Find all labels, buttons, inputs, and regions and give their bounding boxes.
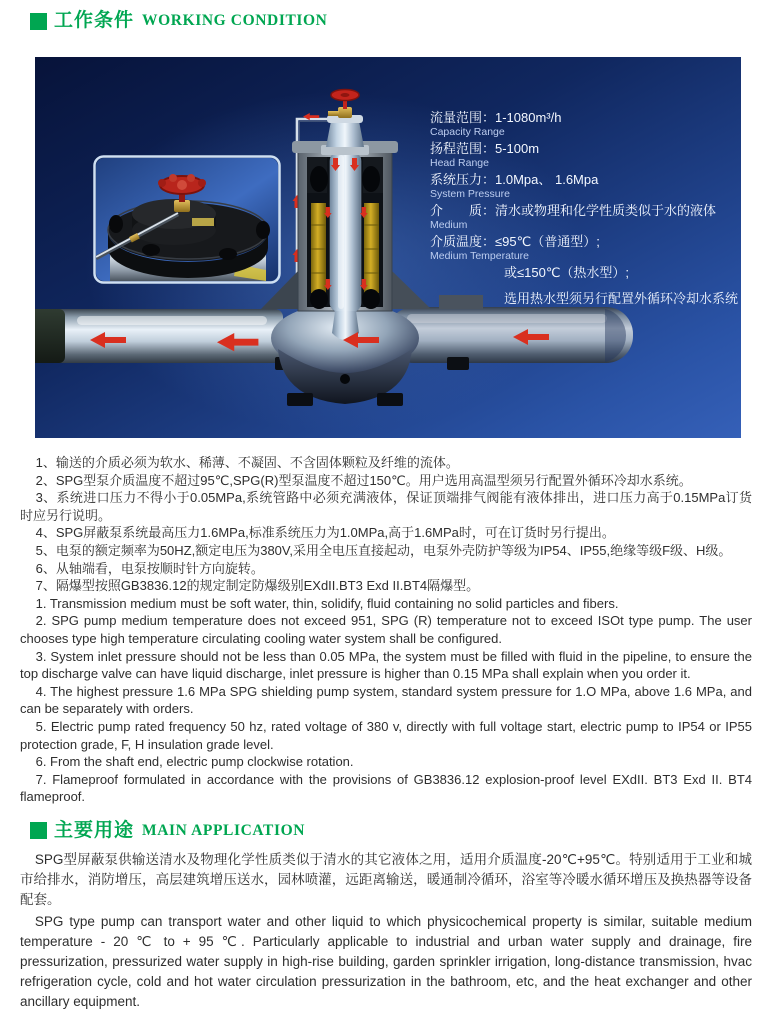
section-2-header xyxy=(30,820,772,842)
annotation-line xyxy=(430,141,735,169)
annotation-line xyxy=(430,203,735,231)
motor-cutaway xyxy=(292,141,398,340)
annotation-zh: 选用热水型须另行配置外循环冷却水系统 xyxy=(504,291,739,306)
working-condition-notes xyxy=(20,454,752,806)
inset-photo xyxy=(95,157,280,283)
section-marker-icon xyxy=(30,822,47,839)
annotation-zh: 扬程范围：5-100m xyxy=(430,141,540,156)
application-paragraph-en: SPG type pump can transport water and other liquid to which physicochemical property is similar, suitable medium temperature - 20 ℃ to + 95 ℃. Particularly applicable to industrial and urban water supply and drainage, fire pressurization, pressurized water supply in high-rise building, garden sprinkler irrigation, long-distance transmission, hvac refrigeration cycle, cold and hot water circulation pressurization in the bathroom, etc, and the heat exchanger and other ancillary equipment. xyxy=(20,913,752,1009)
note-item-en: 2. SPG pump medium temperature does not exceed 951, SPG (R) temperature not to exceed ISOt type pump. The user chooses type high temperature circulating cooling water system shall be configured. xyxy=(20,613,752,646)
section-1-title-zh: 工作条件 xyxy=(54,10,135,31)
note-item-zh: 5、电泵的额定频率为50HZ,额定电压为380V,采用全电压直接起动，电泵外壳防护等级为IP54、IP55,绝缘等级F级、H级。 xyxy=(35,542,732,558)
annotation-zh: 或≤150℃（热水型）; xyxy=(504,265,630,280)
annotation-line xyxy=(430,110,735,138)
annotation-line xyxy=(430,234,735,262)
application-paragraph-zh: SPG型屏蔽泵供输送清水及物理化学性质类似于清水的其它液体之用，适用介质温度-20℃+95℃。特别适用于工业和城市给排水，消防增压，高层建筑增压送水，园林喷灌，远距离输送，暖通制冷循环，浴室等冷暖水循环增压及换热器等设备配套。 xyxy=(20,851,752,907)
annotation-en: System Pressure xyxy=(430,188,510,200)
suction-pipe-left xyxy=(35,309,283,363)
stator-winding-right xyxy=(364,203,379,293)
annotation-en: Capacity Range xyxy=(430,126,505,138)
annotation-zh: 介质温度：≤95℃（普通型）; xyxy=(430,234,600,249)
note-item-zh: 2、SPG型泵介质温度不超过95℃,SPG(R)型泵温度不超过150℃。用户选用高温型须另行配置外循环冷却水系统。 xyxy=(35,472,692,488)
note-item-zh: 7、隔爆型按照GB3836.12的规定制定防爆级别EXdII.BT3 Exd II.BT4隔爆型。 xyxy=(35,578,480,594)
annotation-zh: 流量范围：1-1080m³/h xyxy=(430,110,562,125)
annotation-zh: 系统压力：1.0Mpa、 1.6Mpa xyxy=(430,172,599,187)
product-figure xyxy=(35,57,741,438)
annotation-line xyxy=(430,291,739,307)
section-2-title-zh: 主要用途 xyxy=(54,819,135,841)
note-item-en: 6. From the shaft end, electric pump clockwise rotation. xyxy=(35,754,354,770)
note-item-zh: 1、输送的介质必须为软水、稀薄、不凝固、不含固体颗粒及纤维的流体。 xyxy=(35,455,459,470)
annotation-en: Head Range xyxy=(430,157,489,169)
note-item-zh: 3、系统进口压力不得小于0.05MPa,系统管路中必须充满液体，保证顶端排气阀能有液体排出，进口压力高于0.15MPa订货 时应另行说明。 xyxy=(20,490,752,523)
annotation-zh: 介 质：清水或物理和化学性质类似于水的液体 xyxy=(430,203,717,218)
main-application xyxy=(20,850,752,1012)
note-item-zh: 6、从轴端看，电泵按顺时针方向旋转。 xyxy=(35,560,264,576)
annotation-en: Medium xyxy=(430,219,468,231)
annotation-line xyxy=(430,265,735,281)
note-item-en: 4. The highest pressure 1.6 MPa SPG shielding pump system, standard system pressure for 1.O MPa, above 1.6 MPa, and can be separately with orders. xyxy=(20,683,752,717)
note-item-en: 5. Electric pump rated frequency 50 hz, rated voltage of 380 v, directly with full voltage start, electric pump to IP54 or IP55 protection grade, F, H insulation grade level. xyxy=(20,718,752,752)
section-1-header xyxy=(30,10,772,32)
figure-annotations xyxy=(430,110,739,307)
rotor-can xyxy=(330,152,361,312)
note-item-zh: 4、SPG屏蔽泵系统最高压力1.6MPa,标准系统压力为1.0MPa,高于1.6MPa时，可在订货时另行提出。 xyxy=(35,525,615,541)
note-item-en: 1. Transmission medium must be soft water, thin, solidify, fluid containing no solid particles and fibers. xyxy=(35,595,619,611)
section-2-title-en: MAIN APPLICATION xyxy=(142,821,306,839)
annotation-line xyxy=(430,172,735,200)
stator-winding-left xyxy=(311,203,326,293)
section-1-title-en: WORKING CONDITION xyxy=(142,12,328,29)
section-marker-icon xyxy=(30,13,47,30)
annotation-en: Medium Temperature xyxy=(430,250,530,262)
note-item-en: 7. Flameproof formulated in accordance with the provisions of GB3836.12 explosion-proof level EXdII. BT3 Exd II. BT4 flameproof. xyxy=(20,771,752,805)
note-item-en: 3. System inlet pressure should not be less than 0.05 MPa, the system must be filled with fluid in the pipeline, to ensure the top discharge valve can have liquid discharge, inlet pressure is higher than 0.15 MPa shall explain when you order it. xyxy=(20,648,752,682)
